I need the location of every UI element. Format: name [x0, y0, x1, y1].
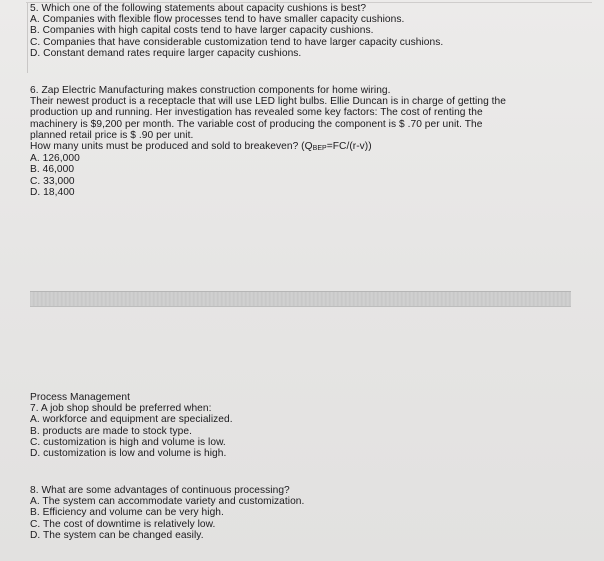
question-6-option-a: A. 126,000 [30, 153, 80, 165]
question-6-question-suffix: =FC/(r-v)) [326, 141, 372, 153]
question-5-option-c: C. Companies that have considerable customization tend to have larger capacity cushions. [30, 36, 444, 48]
question-6-question [30, 141, 590, 153]
question-7-option-d: D. customization is low and volume is high. [30, 448, 227, 460]
question-8-option-d: D. The system can be changed easily. [30, 529, 204, 541]
question-6-stem-line-3: production up and running. Her investigation has revealed some key factors: The cost of renting the [30, 107, 483, 119]
question-6 [30, 85, 590, 198]
question-6-question-subscript: BEP [312, 144, 327, 152]
question-7-option-a: A. workforce and equipment are specialized. [30, 414, 233, 426]
question-8-stem: 8. What are some advantages of continuous processing? [30, 485, 290, 496]
section-title: Process Management [30, 392, 130, 403]
question-6-question-prefix: How many units must be produced and sold to breakeven? (Q [30, 141, 313, 153]
section-divider-band [30, 291, 571, 307]
question-5-option-d: D. Constant demand rates require larger capacity cushions. [30, 47, 302, 59]
question-6-option-d: D. 18,400 [30, 186, 75, 198]
question-7 [30, 392, 590, 459]
question-5-option-a: A. Companies with flexible flow processes tend to have smaller capacity cushions. [30, 14, 405, 26]
question-6-stem-line-5: planned retail price is $ .90 per unit. [30, 129, 194, 141]
question-6-stem-line-1: 6. Zap Electric Manufacturing makes construction components for home wiring. [30, 85, 391, 96]
question-8-option-c: C. The cost of downtime is relatively low. [30, 518, 216, 530]
question-6-stem-line-4: machinery is $9,200 per month. The variable cost of producing the component is $ .70 per unit. The [30, 118, 483, 130]
question-7-option-b: B. products are made to stock type. [30, 425, 192, 437]
question-8-option-b: B. Efficiency and volume can be very high. [30, 507, 224, 519]
question-6-stem-line-2: Their newest product is a receptacle that will use LED light bulbs. Ellie Duncan is in charge of getting the [30, 96, 506, 108]
question-6-option-b: B. 46,000 [30, 164, 75, 176]
question-5-option-b: B. Companies with high capital costs tend to have larger capacity cushions. [30, 25, 374, 37]
question-5-stem: 5. Which one of the following statements about capacity cushions is best? [30, 3, 367, 14]
question-8-option-a: A. The system can accommodate variety and customization. [30, 496, 305, 508]
question-6-option-c: C. 33,000 [30, 175, 75, 187]
question-7-stem: 7. A job shop should be preferred when: [30, 403, 212, 415]
question-7-option-c: C. customization is high and volume is low. [30, 436, 226, 448]
question-5 [30, 3, 590, 59]
question-8 [30, 485, 590, 541]
